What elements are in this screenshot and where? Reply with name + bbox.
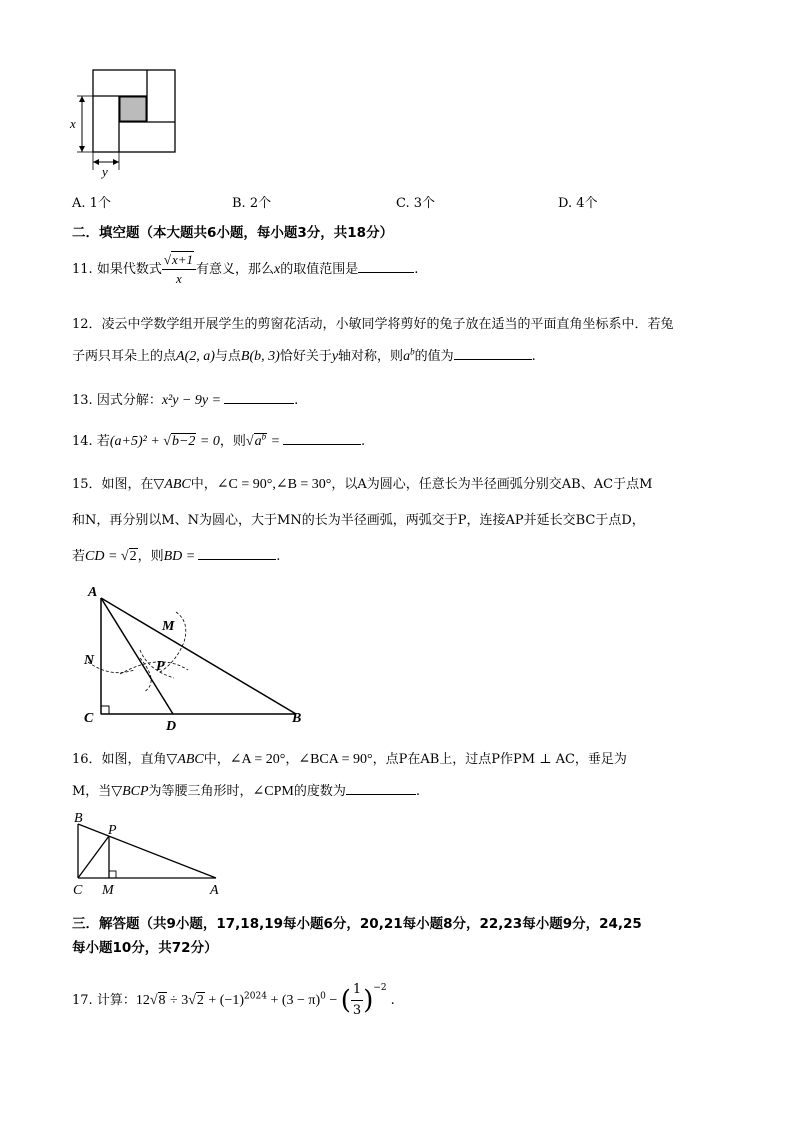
section3-line1: 三．解答题（共9小题，17,18,19每小题6分，20,21每小题8分，22,23每小题9分，24,25 xyxy=(72,916,642,932)
q16-line2: M，当▽BCP为等腰三角形时，∠CPM的度数为 . xyxy=(72,780,420,800)
fig16-label-c: C xyxy=(73,883,83,898)
label-y: y xyxy=(102,164,108,179)
choice-d: D. 4个 xyxy=(558,196,598,211)
fig15-label-p: P xyxy=(156,659,165,674)
q11-number: 11. xyxy=(72,262,93,277)
q12-blank[interactable] xyxy=(454,345,532,360)
q15-line3: 若CD = √2，则BD = . xyxy=(72,545,280,565)
fig15-label-b: B xyxy=(292,711,302,726)
fig15-label-n: N xyxy=(84,653,95,668)
q11-blank[interactable] xyxy=(358,258,414,273)
fig16-label-m: M xyxy=(102,883,114,898)
q12-line2: 子两只耳朵上的点A(2, a)与点B(b, 3)恰好关于y轴对称，则$a^b$的值为 . xyxy=(72,346,536,364)
q11-text: 如果代数式 xyxy=(96,262,162,277)
question-13: 13. 因式分解：x²y − 9y = . xyxy=(72,389,298,409)
fig15-label-c: C xyxy=(84,711,94,726)
question-17: 17. 计算：$12√8 \div 3√2 + (-1)^{2024} + (3 - \pi)^0$ − ( $\frac{1}{3}$ )$^{-2}$. xyxy=(72,982,395,1018)
q15-line2: 和N，再分别以M、N为圆心，大于MN的长为半径画弧，两弧交于P，连接AP并延长交BC于点D， xyxy=(72,513,645,528)
fig15-label-d: D xyxy=(166,719,177,732)
question-11: 11. 如果代数式 $\frac{√x+1}{x}$ 有意义，那么x的取值范围是 . xyxy=(72,252,419,286)
q14-blank[interactable] xyxy=(283,430,361,445)
fig16-label-p: P xyxy=(108,823,117,838)
figure-16 xyxy=(70,808,230,898)
choice-b: B. 2个 xyxy=(232,196,272,211)
fig16-label-b: B xyxy=(74,811,83,826)
section3-line2: 每小题10分，共72分） xyxy=(72,940,218,956)
question-14: 14. 若(a+5)² + √b−2 = 0，则$√a^b$ = . xyxy=(72,431,366,449)
shaded-square xyxy=(120,97,146,121)
fig15-label-m: M xyxy=(162,619,175,634)
square-figure xyxy=(60,62,190,182)
q12-line1: 12．凌云中学数学组开展学生的剪窗花活动，小敏同学将剪好的兔子放在适当的平面直角坐标系中．若兔 xyxy=(72,317,674,332)
q12-point-a: A(2, a) xyxy=(176,349,215,364)
q12-point-b: B(b, 3) xyxy=(240,349,280,364)
section2-heading: 二．填空题（本大题共6小题，每小题3分，共18分） xyxy=(72,225,394,241)
q13-expression: x²y − 9y = xyxy=(161,393,222,408)
q15-line1: 15．如图，在▽ABC中，∠C = 90°,∠B = 30°，以A为圆心，任意长为半径画弧分别交AB、AC于点M xyxy=(72,477,653,492)
q16-line1: 16．如图，直角▽ABC中，∠A = 20°，∠BCA = 90°，点P在AB上，过点P作PM ⊥ AC，垂足为 xyxy=(72,752,627,767)
fig15-label-a: A xyxy=(88,585,98,600)
q11-fraction: $\frac{√x+1}{x}$ xyxy=(162,251,196,288)
label-x: x xyxy=(70,116,76,131)
choice-a: A. 1个 xyxy=(72,196,111,211)
q13-blank[interactable] xyxy=(224,389,294,404)
fig16-label-a: A xyxy=(210,883,219,898)
q15-blank[interactable] xyxy=(198,545,276,560)
q16-blank[interactable] xyxy=(346,780,416,795)
figure-15 xyxy=(80,582,310,732)
choice-c: C. 3个 xyxy=(396,196,436,211)
